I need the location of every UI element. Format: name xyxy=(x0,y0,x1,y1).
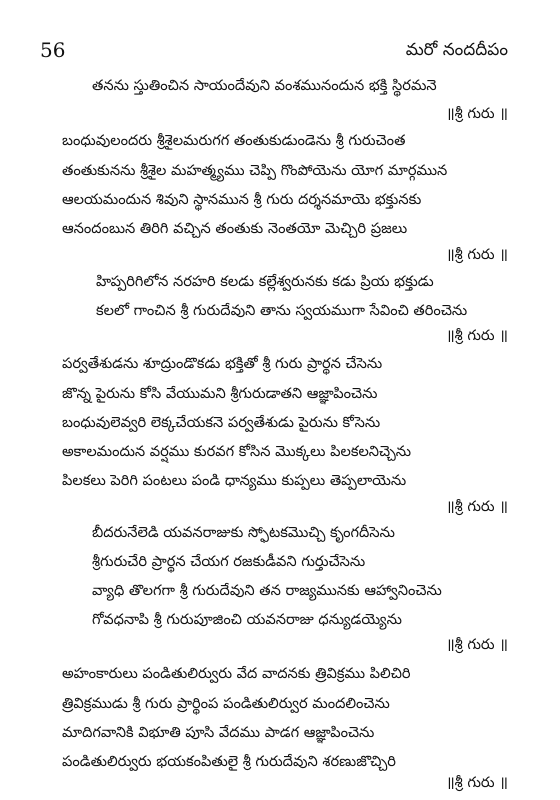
page-number: 56 xyxy=(40,38,66,62)
stanza-line: గోవధనాపి శ్రీ గురుపూజించి యవనరాజు ధన్యుడయ్యెను xyxy=(92,611,402,628)
stanza-line: ఆనందంబున తిరిగి వచ్చిన తంతుకు నెంతయో మెచ్చిరి ప్రజలు xyxy=(62,220,408,237)
stanza-line: పర్వతేశుడను శూద్రుండొకడు భక్తితో శ్రీ గురు ప్రార్థన చేసెను xyxy=(62,355,383,372)
stanza-line: జొన్న పైరును కోసి వేయుమని శ్రీగురుడాతని ఆజ్ఞాపించెను xyxy=(62,385,378,402)
stanza-line: కలలో గాంచిన శ్రీ గురుదేవుని తాను స్వయముగా సేవించి తరించెను xyxy=(96,302,468,319)
refrain: ॥శ్రీ గురు ॥ xyxy=(445,774,508,791)
refrain: ॥శ్రీ గురు ॥ xyxy=(445,246,508,263)
stanza-line: శ్రీగురుచేరి ప్రార్థన చేయగ రజకుడీవని గుర్తుచేసెను xyxy=(92,553,366,570)
stanza-line: తంతుకునను శ్రీశైల మహత్మ్యము చెప్పి గొంపోయెను యోగ మార్గమున xyxy=(62,162,448,179)
running-title: మరో నందదీపం xyxy=(405,40,508,60)
stanza-line: పండితులిర్వురు భయకంపితులై శ్రీ గురుదేవుని శరణుజొచ్చిరి xyxy=(62,753,396,770)
refrain: ॥శ్రీ గురు ॥ xyxy=(445,327,508,344)
stanza-line: త్రివిక్రముడు శ్రీ గురు ప్రార్థింప పండితులిర్వుర మందలించెను xyxy=(62,695,390,712)
refrain: ॥శ్రీ గురు ॥ xyxy=(445,105,508,122)
stanza-line: అహంకారులు పండితులిర్వురు వేద వాదనకు త్రివిక్రము పిలిచిరి xyxy=(62,665,411,682)
stanza-line: బంధువులందరు శ్రీశైలమరుగగ తంతుకుడుండెను శ్రీ గురుచెంత xyxy=(62,132,406,149)
stanza-line: బీదరునేలెడి యవనరాజుకు స్ఫోటకమొచ్చి కృంగదీసెను xyxy=(92,524,395,541)
stanza-line: వ్యాధి తొలగగా శ్రీ గురుదేవుని తన రాజ్యమునకు ఆహ్వానించెను xyxy=(92,582,442,599)
stanza-line: బంధువులెవ్వరి లెక్కచేయకనె పర్వతేశుడు పైరును కోసెను xyxy=(62,414,381,431)
refrain: ॥శ్రీ గురు ॥ xyxy=(445,498,508,515)
stanza-line: పిలకలు పెరిగి పంటలు పండి ధాన్యము కుప్పలు తెప్పలాయెను xyxy=(62,472,407,489)
refrain: ॥శ్రీ గురు ॥ xyxy=(445,636,508,653)
stanza-line: హిప్పరిగిలోన నరహరి కలడు కల్లేశ్వరునకు కడు ప్రియ భక్తుడు xyxy=(96,273,434,290)
stanza-line: తనను స్తుతించిన సాయందేవుని వంశమునందున భక్తి స్థిరమనె xyxy=(92,77,437,94)
stanza-line: అకాలమందున వర్షము కురవగ కోసిన మొక్కలు పిలకలనిచ్చెను xyxy=(62,443,412,460)
stanza-line: ఆలయమందున శివుని స్థానమున శ్రీ గురు దర్శనమాయె భక్తునకు xyxy=(62,191,422,208)
stanza-line: మాదిగవానికి విభూతి పూసి వేదము పాడగ ఆజ్ఞాపించెను xyxy=(62,724,375,741)
